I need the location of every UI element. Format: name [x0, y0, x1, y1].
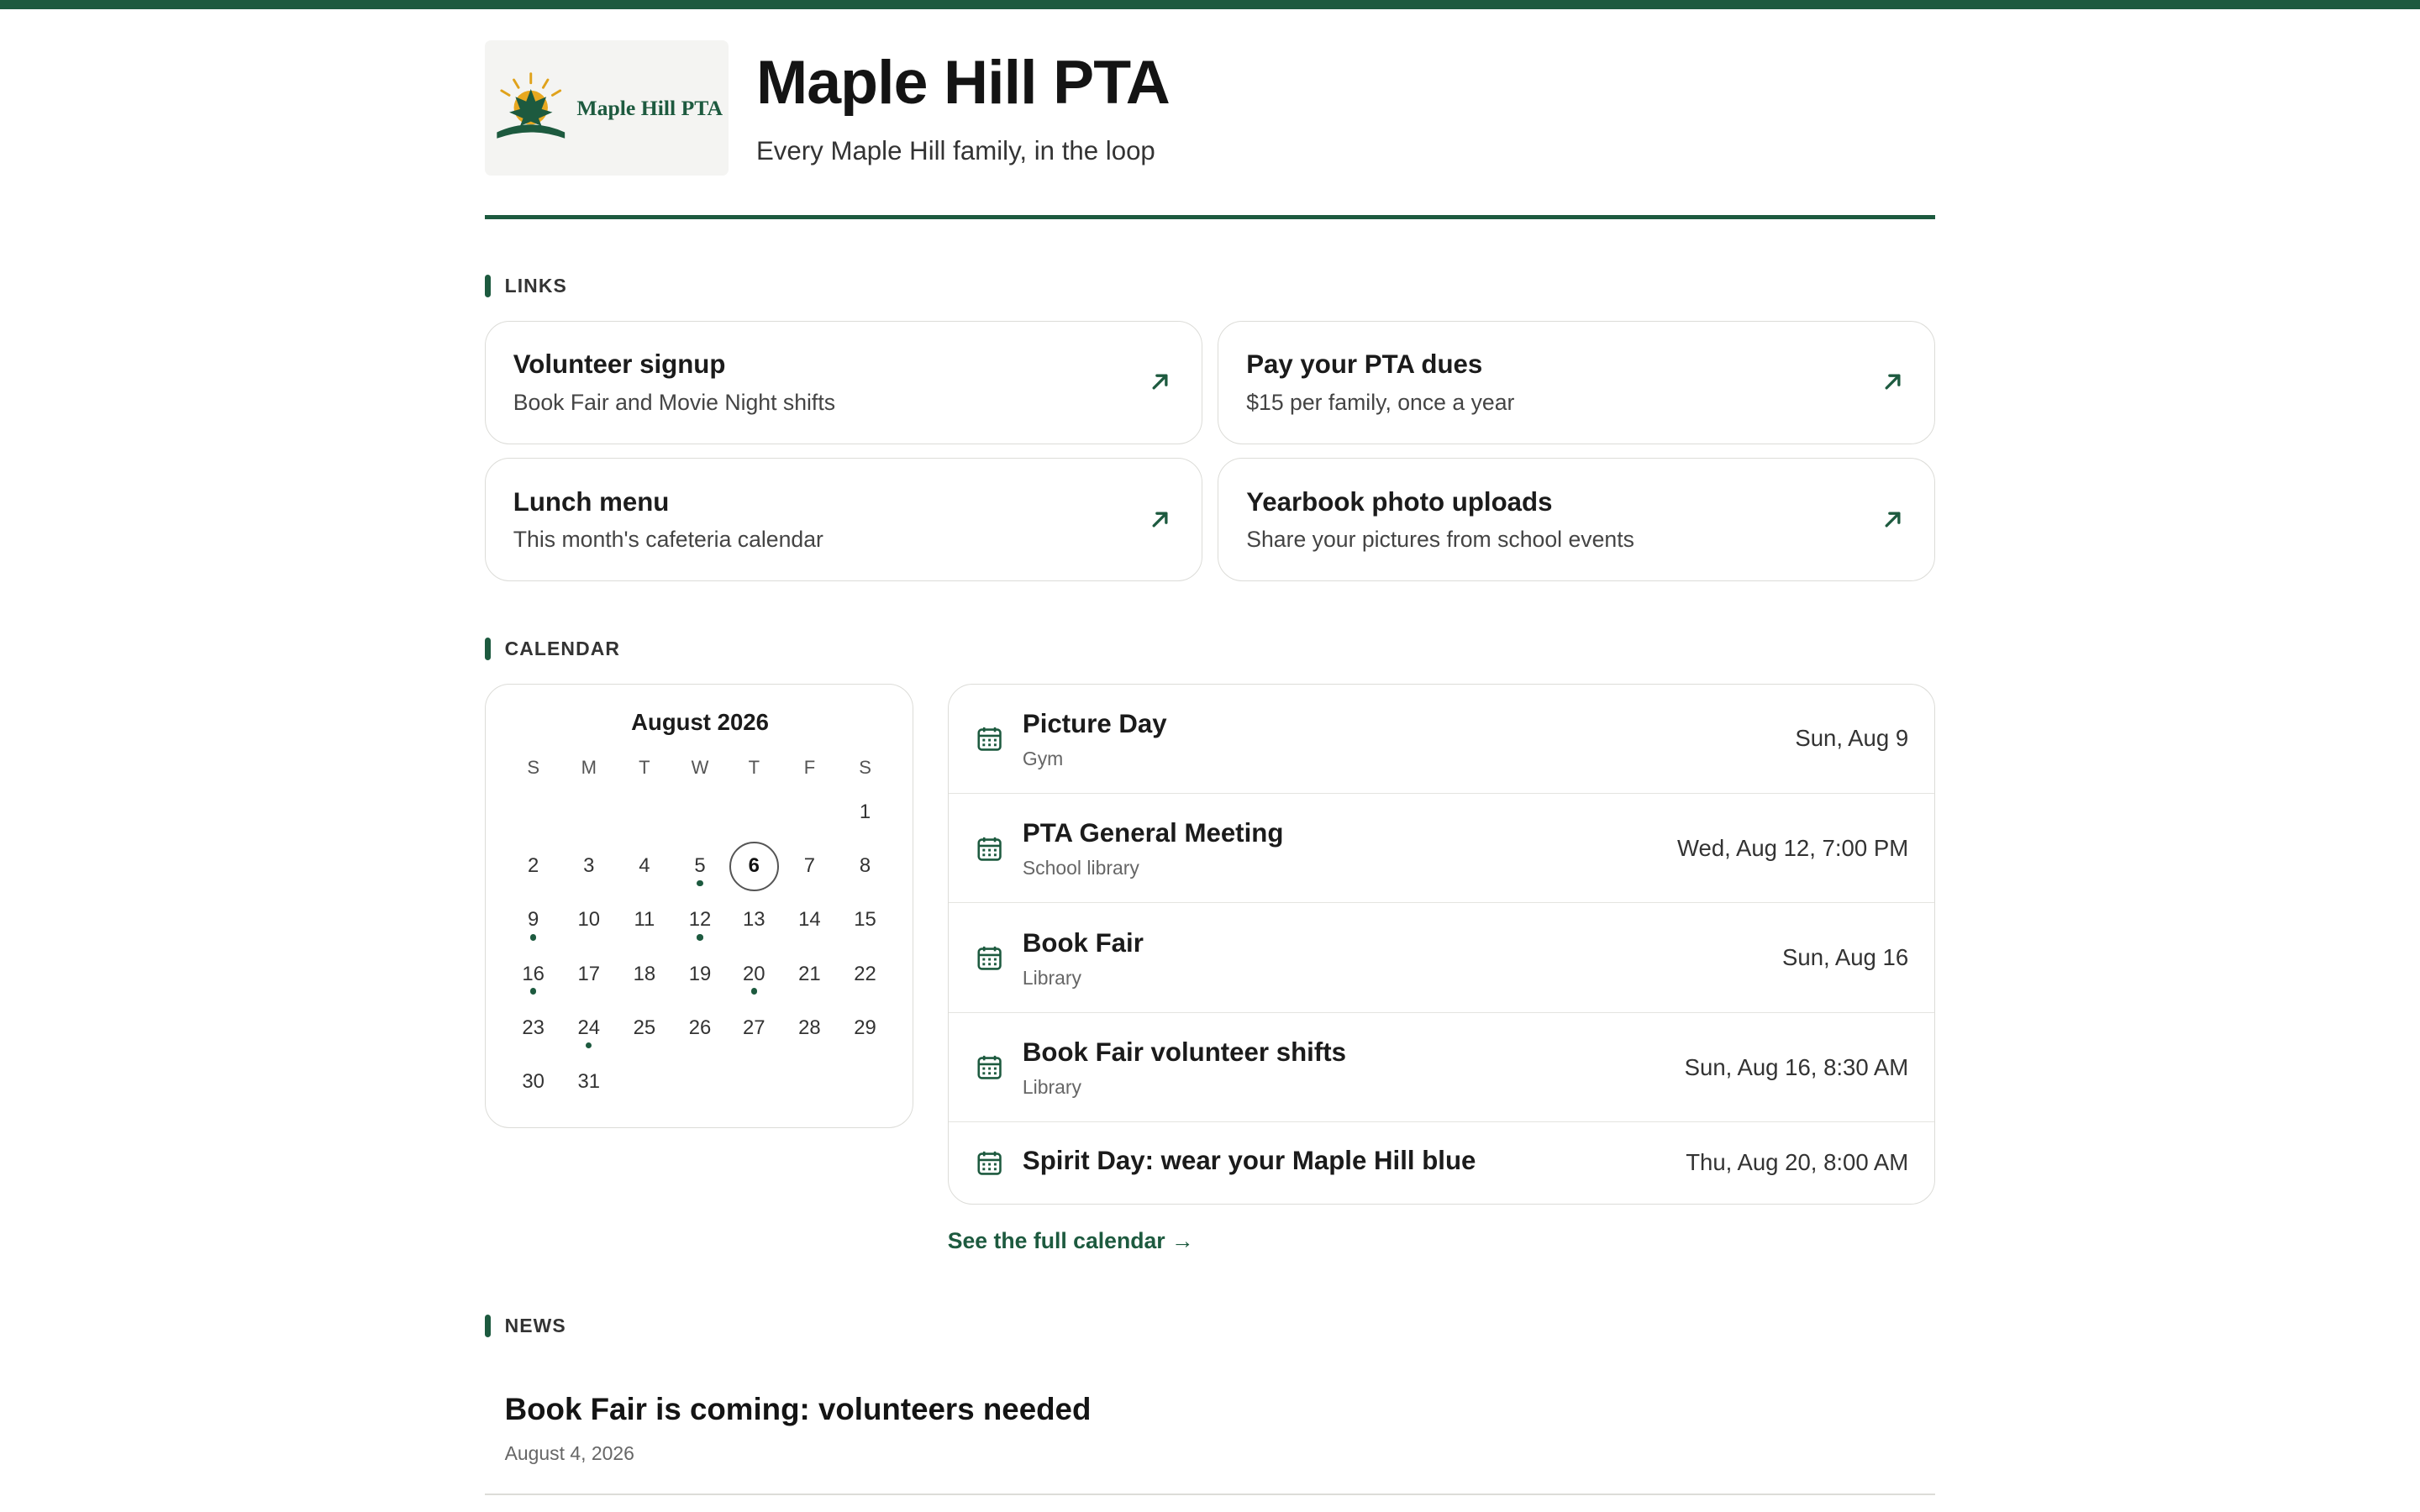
weekday-header: T: [639, 756, 650, 778]
event-row[interactable]: [949, 903, 1935, 1012]
calendar-day[interactable]: 22: [854, 962, 876, 985]
page-title: Maple Hill PTA: [755, 47, 1170, 118]
calendar-day[interactable]: 31: [577, 1070, 601, 1094]
calendar-icon: [976, 836, 1002, 862]
logo-text: Maple Hill PTA: [576, 95, 723, 120]
calendar-day[interactable]: 30: [522, 1070, 544, 1094]
mini-calendar: [485, 684, 914, 1128]
arrow-up-right-icon: [1146, 506, 1174, 533]
calendar-day[interactable]: 29: [854, 1016, 876, 1039]
event-title: Book Fair: [1022, 927, 1144, 958]
news-section-label: NEWS: [504, 1315, 566, 1337]
event-location: Library: [1022, 966, 1081, 989]
event-indicator-dot: [697, 880, 702, 886]
calendar-day[interactable]: 24: [564, 1004, 613, 1053]
calendar-day[interactable]: 26: [688, 1016, 712, 1039]
arrow-up-right-icon: [1879, 368, 1907, 396]
calendar-day[interactable]: 18: [633, 962, 656, 985]
site-logo[interactable]: [485, 40, 729, 176]
calendar-day[interactable]: 27: [743, 1016, 765, 1039]
calendar-icon: [976, 726, 1002, 752]
event-title: Book Fair volunteer shifts: [1022, 1037, 1346, 1068]
link-card-pay-dues[interactable]: [1218, 321, 1935, 444]
full-calendar-link[interactable]: See the full calendar →: [947, 1228, 1194, 1253]
link-card-yearbook-uploads[interactable]: [1218, 458, 1935, 581]
event-list: [948, 684, 1935, 1205]
link-title: Lunch menu: [513, 486, 670, 517]
calendar-day[interactable]: 16: [508, 950, 558, 1000]
weekday-header: F: [803, 756, 816, 778]
site-tagline: Every Maple Hill family, in the loop: [755, 135, 1155, 165]
calendar-day[interactable]: 13: [743, 908, 765, 932]
news-item-date: August 4, 2026: [504, 1442, 634, 1465]
event-date: Thu, Aug 20, 8:00 AM: [1686, 1149, 1909, 1176]
weekday-header: S: [527, 756, 540, 778]
link-subtitle: Book Fair and Movie Night shifts: [513, 389, 836, 415]
event-indicator-dot: [586, 1042, 592, 1048]
calendar-icon: [976, 1150, 1002, 1176]
event-row[interactable]: [949, 1013, 1935, 1122]
event-date: Sun, Aug 16, 8:30 AM: [1684, 1053, 1909, 1080]
calendar-day[interactable]: 2: [528, 854, 539, 877]
event-row[interactable]: [949, 685, 1935, 794]
event-indicator-dot: [530, 988, 536, 994]
calendar-day[interactable]: 9: [508, 895, 558, 945]
section-marker: [485, 638, 491, 661]
calendar-icon: [976, 1054, 1002, 1080]
link-card-volunteer-signup[interactable]: [485, 321, 1202, 444]
calendar-day[interactable]: 1: [859, 800, 871, 823]
calendar-day[interactable]: 25: [633, 1016, 656, 1039]
event-row[interactable]: [949, 1122, 1935, 1204]
arrow-up-right-icon: [1879, 506, 1907, 533]
calendar-section-label: CALENDAR: [504, 637, 621, 659]
event-location: Library: [1022, 1076, 1081, 1099]
calendar-day[interactable]: 3: [583, 854, 595, 877]
link-subtitle: Share your pictures from school events: [1246, 527, 1634, 553]
calendar-day[interactable]: 28: [798, 1016, 821, 1039]
calendar-day[interactable]: 5: [676, 842, 725, 891]
event-indicator-dot: [751, 988, 757, 994]
site-header: [485, 40, 1935, 219]
weekday-header: W: [691, 756, 709, 778]
section-marker: [485, 275, 491, 298]
event-title: Picture Day: [1022, 709, 1167, 739]
calendar-day[interactable]: 23: [522, 1016, 544, 1039]
calendar-day[interactable]: 17: [577, 962, 601, 985]
calendar-day[interactable]: 7: [803, 854, 816, 877]
calendar-day-today[interactable]: 6: [729, 842, 779, 891]
link-card-lunch-menu[interactable]: [485, 458, 1202, 581]
calendar-day[interactable]: 11: [634, 908, 655, 932]
calendar-day[interactable]: 4: [639, 854, 650, 877]
event-location: School library: [1022, 857, 1139, 879]
calendar-day[interactable]: 20: [729, 950, 779, 1000]
section-marker: [485, 1315, 491, 1338]
event-row[interactable]: [949, 794, 1935, 903]
top-accent-bar: [0, 0, 2420, 9]
event-date: Wed, Aug 12, 7:00 PM: [1677, 834, 1909, 861]
weekday-header: M: [581, 756, 597, 778]
weekday-header: S: [859, 756, 871, 778]
link-title: Volunteer signup: [513, 349, 726, 380]
news-item-title[interactable]: Book Fair is coming: volunteers needed: [504, 1391, 1092, 1426]
calendar-day[interactable]: 10: [577, 908, 601, 932]
event-location: Gym: [1022, 747, 1064, 769]
calendar-icon: [976, 945, 1002, 971]
event-title: PTA General Meeting: [1022, 818, 1284, 848]
link-title: Yearbook photo uploads: [1246, 486, 1553, 517]
link-subtitle: This month's cafeteria calendar: [513, 527, 823, 553]
weekday-header: T: [748, 756, 760, 778]
calendar-day[interactable]: 21: [798, 962, 821, 985]
calendar-section-heading: [485, 638, 620, 661]
calendar-day[interactable]: 12: [676, 895, 725, 945]
links-section-label: LINKS: [504, 275, 567, 297]
event-indicator-dot: [530, 934, 536, 940]
link-subtitle: $15 per family, once a year: [1246, 389, 1515, 415]
links-section-heading: [485, 275, 567, 298]
calendar-day[interactable]: 15: [854, 908, 876, 932]
arrow-up-right-icon: [1146, 368, 1174, 396]
calendar-day[interactable]: 19: [688, 962, 712, 985]
news-section-heading: [485, 1315, 566, 1338]
event-title: Spirit Day: wear your Maple Hill blue: [1022, 1145, 1476, 1175]
event-date: Sun, Aug 16: [1782, 944, 1909, 971]
link-title: Pay your PTA dues: [1246, 349, 1483, 380]
calendar-day[interactable]: 8: [859, 854, 871, 877]
event-indicator-dot: [697, 934, 702, 940]
calendar-month-label: August 2026: [631, 709, 769, 736]
maple-leaf-icon: [491, 71, 571, 144]
calendar-day[interactable]: 14: [798, 908, 821, 932]
event-date: Sun, Aug 9: [1795, 725, 1909, 752]
news-divider: [485, 1494, 1935, 1495]
